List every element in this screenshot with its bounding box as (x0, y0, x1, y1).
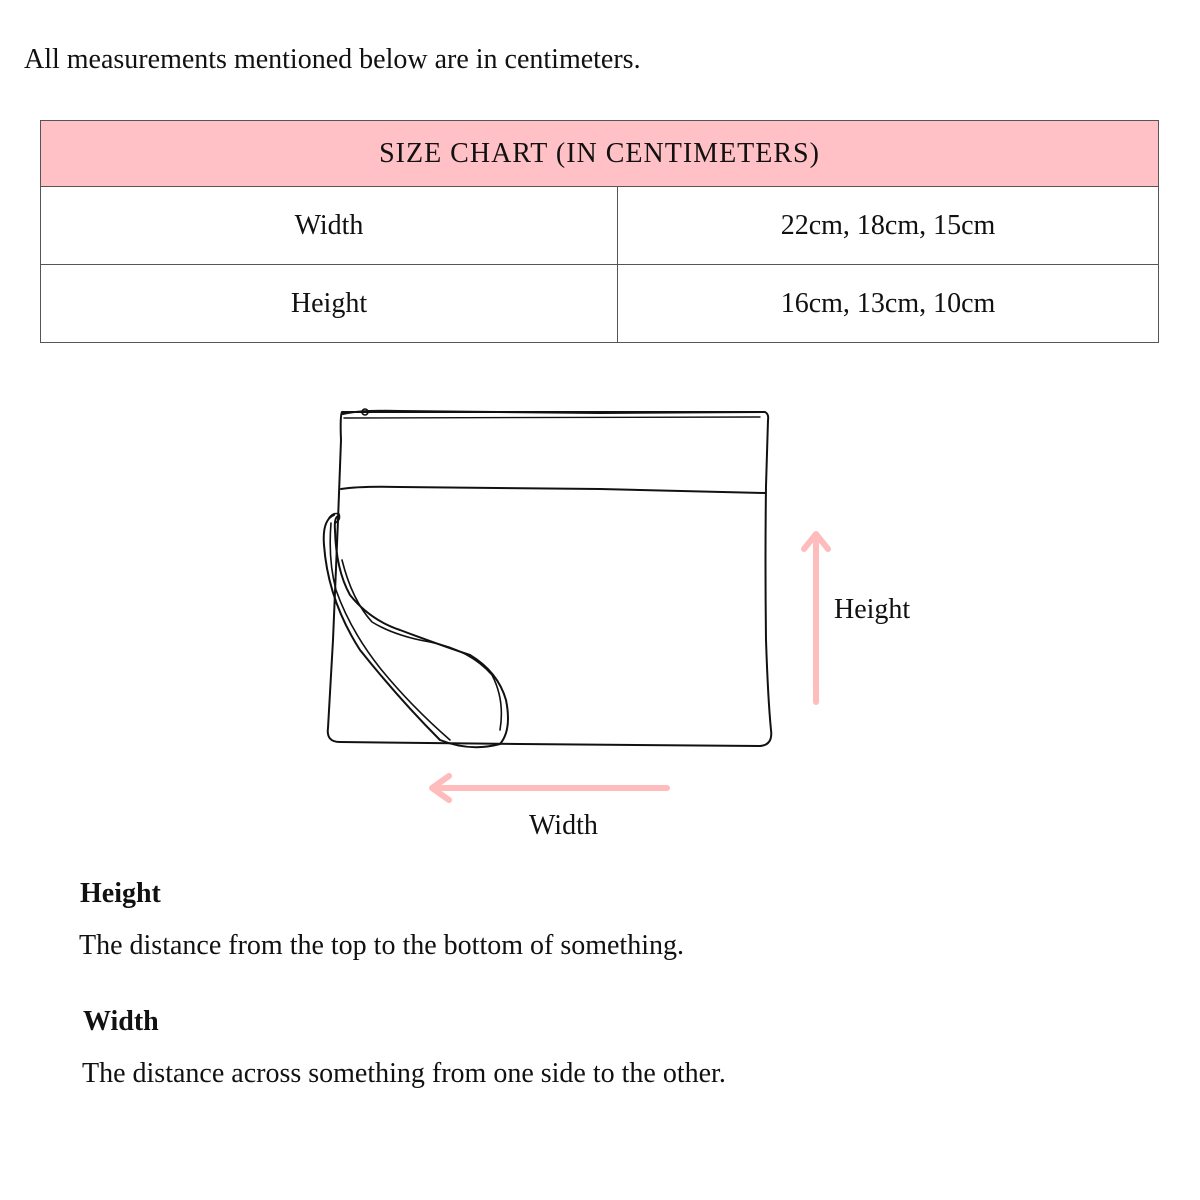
wrist-strap (324, 515, 508, 747)
zipper-edge (343, 411, 764, 414)
bag-outline (328, 412, 772, 746)
definition-text-width: The distance across something from one side to the other. (82, 1058, 726, 1089)
zipper-pull (362, 409, 368, 415)
pocket-seam (341, 487, 765, 493)
row-label-width: Width (41, 187, 618, 265)
row-label-height: Height (41, 265, 618, 343)
width-arrow-icon (432, 776, 667, 800)
table-row (41, 187, 1159, 265)
height-arrow-icon (804, 534, 828, 702)
row-value-height: 16cm, 13cm, 10cm (618, 265, 1159, 343)
intro-text: All measurements mentioned below are in centimeters. (24, 44, 641, 75)
table-row (41, 265, 1159, 343)
row-value-width: 22cm, 18cm, 15cm (618, 187, 1159, 265)
definition-term-height: Height (80, 878, 161, 909)
height-arrow-label: Height (834, 594, 911, 625)
definition-term-width: Width (83, 1006, 159, 1037)
size-chart-title: SIZE CHART (IN CENTIMETERS) (41, 121, 1159, 187)
definition-text-height: The distance from the top to the bottom of something. (79, 930, 684, 961)
width-arrow-label: Width (529, 810, 598, 841)
size-chart-table (40, 120, 1159, 343)
size-chart-header-row (41, 121, 1159, 187)
